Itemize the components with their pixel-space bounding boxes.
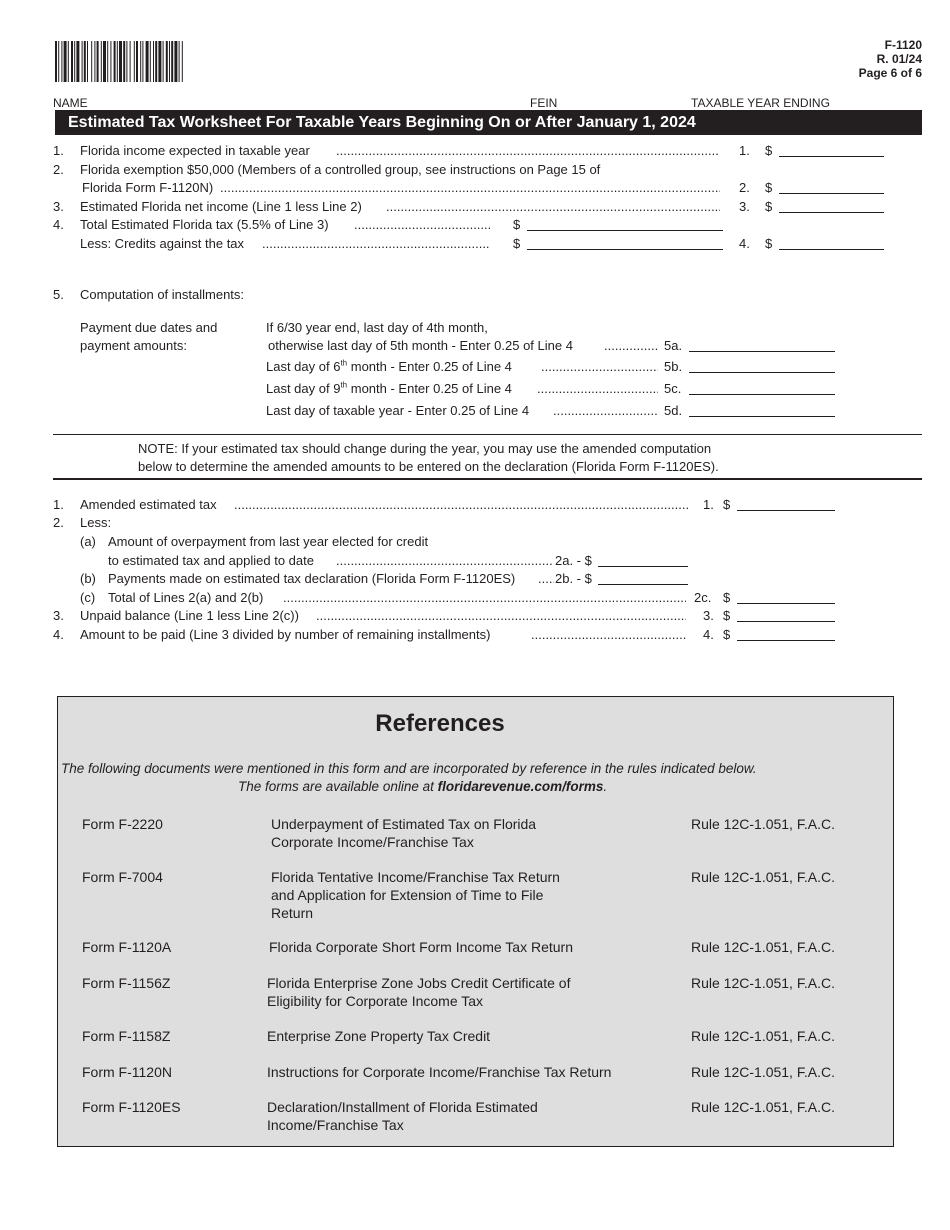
page-number: Page 6 of 6	[858, 66, 922, 80]
reference-form: Form F-1120N	[82, 1064, 172, 1080]
am-line2b-ref: 2b. - $	[555, 571, 592, 586]
reference-form: Form F-1120ES	[82, 1099, 181, 1115]
am-line2b-field[interactable]	[598, 584, 688, 585]
am-line2a-ref: 2a. - $	[555, 553, 592, 568]
am-line4-ref: 4.	[703, 627, 714, 642]
am-line1-ref: 1.	[703, 497, 714, 512]
ws-line2-num: 2.	[53, 162, 64, 177]
am-line2c-field[interactable]	[737, 603, 835, 604]
ws-credits-leader	[262, 236, 490, 252]
reference-desc: Income/Franchise Tax	[267, 1117, 404, 1133]
ws-line1-num: 1.	[53, 143, 64, 158]
reference-desc: Underpayment of Estimated Tax on Florida	[271, 816, 537, 832]
am-line2c-dollar: $	[723, 590, 731, 605]
note-line-1: NOTE: If your estimated tax should change during the year, you may use the amended computation	[138, 441, 712, 456]
reference-rule: Rule 12C-1.051, F.A.C.	[691, 1028, 835, 1044]
reference-form: Form F-2220	[82, 816, 163, 832]
ws-credits-ref: 4.	[739, 236, 750, 251]
payment-label-1: Payment due dates and	[80, 320, 218, 335]
am-line2a-field[interactable]	[598, 566, 688, 567]
reference-rule: Rule 12C-1.051, F.A.C.	[691, 1099, 835, 1115]
reference-form: Form F-7004	[82, 869, 163, 885]
ws-credits-dollar: $	[513, 236, 521, 251]
form-revision: R. 01/24	[876, 52, 922, 66]
installment-5c-leader	[537, 381, 658, 397]
reference-desc: Florida Enterprise Zone Jobs Credit Certificate of	[267, 975, 571, 991]
note-divider-bottom	[53, 478, 922, 480]
installment-5d-text: Last day of taxable year - Enter 0.25 of Line 4	[266, 403, 530, 418]
installment-5a-text1: If 6/30 year end, last day of 4th month,	[266, 320, 488, 335]
am-line2a-letter: (a)	[80, 534, 96, 549]
note-divider-top	[53, 434, 922, 435]
reference-rule: Rule 12C-1.051, F.A.C.	[691, 869, 835, 885]
name-label: NAME	[53, 96, 88, 110]
ws-credits-dollar2: $	[765, 236, 773, 251]
ws-line3-num: 3.	[53, 199, 64, 214]
installment-5b-ref: 5b.	[664, 359, 683, 374]
am-line2b-letter: (b)	[80, 571, 96, 586]
ws-line1-field[interactable]	[779, 156, 884, 157]
references-intro-2: The forms are available online at floridarevenue.com/forms.	[238, 779, 608, 794]
ws-line2-text2: Florida Form F-1120N)	[82, 180, 214, 195]
am-line3-num: 3.	[53, 608, 64, 623]
ws-credits-text: Less: Credits against the tax	[80, 236, 245, 251]
ws-line1-ref: 1.	[739, 143, 750, 158]
am-line2-text: Less:	[80, 515, 112, 530]
am-line2a-text2: to estimated tax and applied to date	[108, 553, 314, 568]
am-line1-num: 1.	[53, 497, 64, 512]
ws-line1-dollar: $	[765, 143, 773, 158]
ws-line4-field[interactable]	[527, 230, 723, 231]
floridarevenue-link[interactable]: floridarevenue.com/forms	[437, 779, 604, 794]
ws-line2-dollar: $	[765, 180, 773, 195]
ws-line4-text: Total Estimated Florida tax (5.5% of Line 3)	[80, 217, 329, 232]
am-line2-num: 2.	[53, 515, 64, 530]
reference-form: Form F-1120A	[82, 939, 172, 955]
am-line2a-text: Amount of overpayment from last year elected for credit	[108, 534, 429, 549]
ws-credits-field[interactable]	[527, 249, 723, 250]
reference-rule: Rule 12C-1.051, F.A.C.	[691, 1064, 835, 1080]
reference-form: Form F-1158Z	[82, 1028, 171, 1044]
am-line3-leader	[316, 608, 686, 624]
payment-label-2: payment amounts:	[80, 338, 187, 353]
am-line4-field[interactable]	[737, 640, 835, 641]
installment-5c-text: Last day of 9th month - Enter 0.25 of Line 4	[266, 380, 512, 396]
am-line2c-leader	[283, 590, 686, 606]
reference-desc: Florida Tentative Income/Franchise Tax Return	[271, 869, 560, 885]
reference-desc: Corporate Income/Franchise Tax	[271, 834, 474, 850]
installment-5b-leader	[541, 359, 658, 375]
installment-5a-text: otherwise last day of 5th month - Enter 0.25 of Line 4	[268, 338, 573, 353]
am-line1-text: Amended estimated tax	[80, 497, 217, 512]
reference-rule: Rule 12C-1.051, F.A.C.	[691, 975, 835, 991]
ws-line3-dollar: $	[765, 199, 773, 214]
barcode	[55, 41, 280, 82]
ws-line4-dollar: $	[513, 217, 521, 232]
ws-line3-leader	[386, 199, 720, 215]
ws-line3-field[interactable]	[779, 212, 884, 213]
am-line4-text: Amount to be paid (Line 3 divided by number of remaining installments)	[80, 627, 491, 642]
form-number: F-1120	[884, 38, 922, 52]
ws-line2-field[interactable]	[779, 193, 884, 194]
am-line1-field[interactable]	[737, 510, 835, 511]
installment-5a-field[interactable]	[689, 351, 835, 352]
am-line1-dollar: $	[723, 497, 731, 512]
ws-line4-num: 4.	[53, 217, 64, 232]
ws-line2-leader	[220, 180, 720, 196]
am-line4-num: 4.	[53, 627, 64, 642]
reference-desc: Instructions for Corporate Income/Franchise Tax Return	[267, 1064, 612, 1080]
am-line3-dollar: $	[723, 608, 731, 623]
ws-line4-result-field[interactable]	[779, 249, 884, 250]
installment-5d-field[interactable]	[689, 416, 835, 417]
am-line2c-text: Total of Lines 2(a) and 2(b)	[108, 590, 264, 605]
references-intro-1: The following documents were mentioned in this form and are incorporated by reference in the rules indicated below.	[61, 761, 757, 776]
reference-rule: Rule 12C-1.051, F.A.C.	[691, 939, 835, 955]
installment-5a-ref: 5a.	[664, 338, 683, 353]
installment-5b-text: Last day of 6th month - Enter 0.25 of Line 4	[266, 358, 512, 374]
ws-line5-num: 5.	[53, 287, 64, 302]
am-line1-leader	[234, 497, 688, 513]
ws-line1-leader	[336, 143, 720, 159]
reference-desc: Return	[271, 905, 314, 921]
installment-5a-leader	[604, 338, 658, 354]
reference-desc: Enterprise Zone Property Tax Credit	[267, 1028, 491, 1044]
am-line3-text: Unpaid balance (Line 1 less Line 2(c))	[80, 608, 299, 623]
am-line4-dollar: $	[723, 627, 731, 642]
ws-line5-title: Computation of installments:	[80, 287, 245, 302]
ws-line3-text: Estimated Florida net income (Line 1 less Line 2)	[80, 199, 362, 214]
reference-form: Form F-1156Z	[82, 975, 171, 991]
ws-line3-ref: 3.	[739, 199, 750, 214]
am-line2c-ref: 2c.	[694, 590, 712, 605]
taxable-year-label: TAXABLE YEAR ENDING	[691, 96, 830, 110]
reference-desc: Eligibility for Corporate Income Tax	[267, 993, 484, 1009]
am-line2a-leader	[336, 553, 554, 569]
worksheet-title: Estimated Tax Worksheet For Taxable Years Beginning On or After January 1, 2024	[68, 114, 696, 131]
installment-5b-field[interactable]	[689, 372, 835, 373]
references-title: References	[375, 710, 505, 737]
reference-desc: Declaration/Installment of Florida Estimated	[267, 1099, 538, 1115]
reference-rule: Rule 12C-1.051, F.A.C.	[691, 816, 835, 832]
note-line-2: below to determine the amended amounts to be entered on the declaration (Florida Form F-1120ES).	[138, 459, 719, 474]
fein-label: FEIN	[530, 96, 558, 110]
am-line4-leader	[531, 627, 686, 643]
installment-5c-ref: 5c.	[664, 381, 682, 396]
reference-desc: and Application for Extension of Time to File	[271, 887, 544, 903]
am-line3-field[interactable]	[737, 621, 835, 622]
ws-line2-text: Florida exemption $50,000 (Members of a controlled group, see instructions on Page 15 of	[80, 162, 601, 177]
am-line3-ref: 3.	[703, 608, 714, 623]
installment-5d-ref: 5d.	[664, 403, 683, 418]
reference-desc: Florida Corporate Short Form Income Tax Return	[269, 939, 573, 955]
ws-line1-text: Florida income expected in taxable year	[80, 143, 310, 158]
am-line2c-letter: (c)	[80, 590, 96, 605]
ws-line4-leader	[354, 217, 490, 233]
installment-5d-leader	[553, 403, 658, 419]
am-line2b-leader	[538, 571, 554, 587]
ws-line2-ref: 2.	[739, 180, 750, 195]
installment-5c-field[interactable]	[689, 394, 835, 395]
am-line2b-text: Payments made on estimated tax declaration (Florida Form F-1120ES)	[108, 571, 516, 586]
